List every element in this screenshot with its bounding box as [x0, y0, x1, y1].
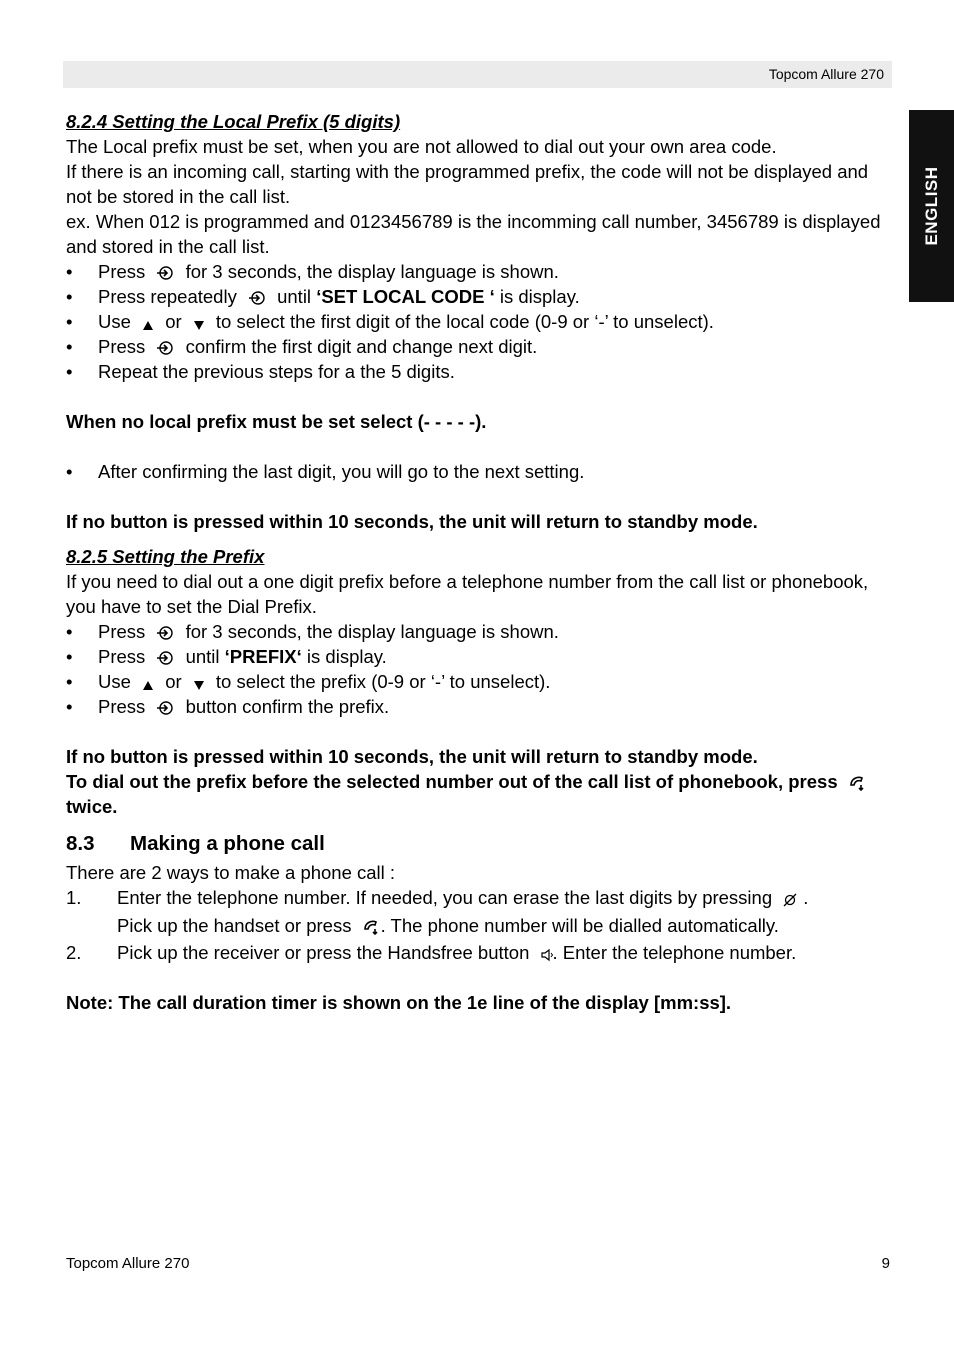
- page-content: [66, 105, 896, 1015]
- list-item: • Use or to select the prefix (0-9 or ‘-’ to unselect).: [66, 669, 896, 694]
- menu-ok-arrow-icon: [156, 340, 174, 356]
- erase-icon: [783, 893, 797, 907]
- paragraph: ex. When 012 is programmed and 0123456789 is the incomming call number, 3456789 is displayed and stored in the call list.: [66, 211, 881, 257]
- menu-ok-arrow-icon: [156, 700, 174, 716]
- list-item: 1. Enter the telephone number. If needed, you can erase the last digits by pressing .: [66, 887, 809, 908]
- header-title: Topcom Allure 270: [768, 66, 884, 82]
- down-triangle-icon: [193, 679, 205, 691]
- list-item: 2. Pick up the receiver or press the Handsfree button . Enter the telephone number.: [66, 942, 797, 963]
- up-triangle-icon: [142, 679, 154, 691]
- section-8-3-heading: 8.3 Making a phone call: [66, 832, 325, 855]
- note: To dial out the prefix before the selected number out of the call list of phonebook, press twice.: [66, 769, 896, 819]
- note: When no local prefix must be set select (- - - - -).: [66, 411, 487, 432]
- list-item: • Repeat the previous steps for a the 5 digits.: [66, 359, 896, 384]
- list-item-continuation: Pick up the handset or press . The phone number will be dialled automatically.: [117, 915, 779, 936]
- menu-ok-arrow-icon: [156, 625, 174, 641]
- list-item: • Press repeatedly until ‘SET LOCAL CODE ‘ is display.: [66, 284, 896, 309]
- list-item: • Press for 3 seconds, the display language is shown.: [66, 259, 896, 284]
- note: If no button is pressed within 10 seconds, the unit will return to standby mode.: [66, 511, 758, 532]
- note: If no button is pressed within 10 seconds, the unit will return to standby mode.: [66, 746, 758, 767]
- list-item: • Press confirm the first digit and change next digit.: [66, 334, 896, 359]
- list-item: • After confirming the last digit, you will go to the next setting.: [66, 459, 896, 484]
- page-number: 9: [881, 1255, 890, 1272]
- section-8-2-4-title: 8.2.4 Setting the Local Prefix (5 digits): [66, 111, 401, 132]
- menu-ok-arrow-icon: [248, 290, 266, 306]
- list-item: • Press until ‘PREFIX‘ is display.: [66, 644, 896, 669]
- paragraph: If there is an incoming call, starting with the programmed prefix, the code will not be displayed and not be stored in the call list.: [66, 161, 869, 207]
- note: Note: The call duration timer is shown on the 1e line of the display [mm:ss].: [66, 992, 732, 1013]
- menu-ok-arrow-icon: [156, 650, 174, 666]
- phone-call-icon: [363, 919, 381, 935]
- paragraph: If you need to dial out a one digit prefix before a telephone number from the call list or phonebook, you have to set the Dial Prefix.: [66, 571, 869, 617]
- section-8-2-5-title: 8.2.5 Setting the Prefix: [66, 546, 265, 567]
- phone-call-icon: [849, 775, 867, 791]
- paragraph: The Local prefix must be set, when you are not allowed to dial out your own area code.: [66, 136, 777, 157]
- speaker-icon: [541, 948, 553, 962]
- menu-ok-arrow-icon: [156, 265, 174, 281]
- up-triangle-icon: [142, 319, 154, 331]
- list-item: • Use or to select the first digit of the local code (0-9 or ‘-’ to unselect).: [66, 309, 896, 334]
- down-triangle-icon: [193, 319, 205, 331]
- footer-title: Topcom Allure 270: [66, 1255, 190, 1272]
- paragraph: There are 2 ways to make a phone call :: [66, 862, 396, 883]
- language-tab-label: ENGLISH: [921, 166, 941, 246]
- language-tab: [909, 110, 954, 302]
- list-item: • Press button confirm the prefix.: [66, 694, 896, 719]
- header-bar: [63, 61, 892, 88]
- list-item: • Press for 3 seconds, the display language is shown.: [66, 619, 896, 644]
